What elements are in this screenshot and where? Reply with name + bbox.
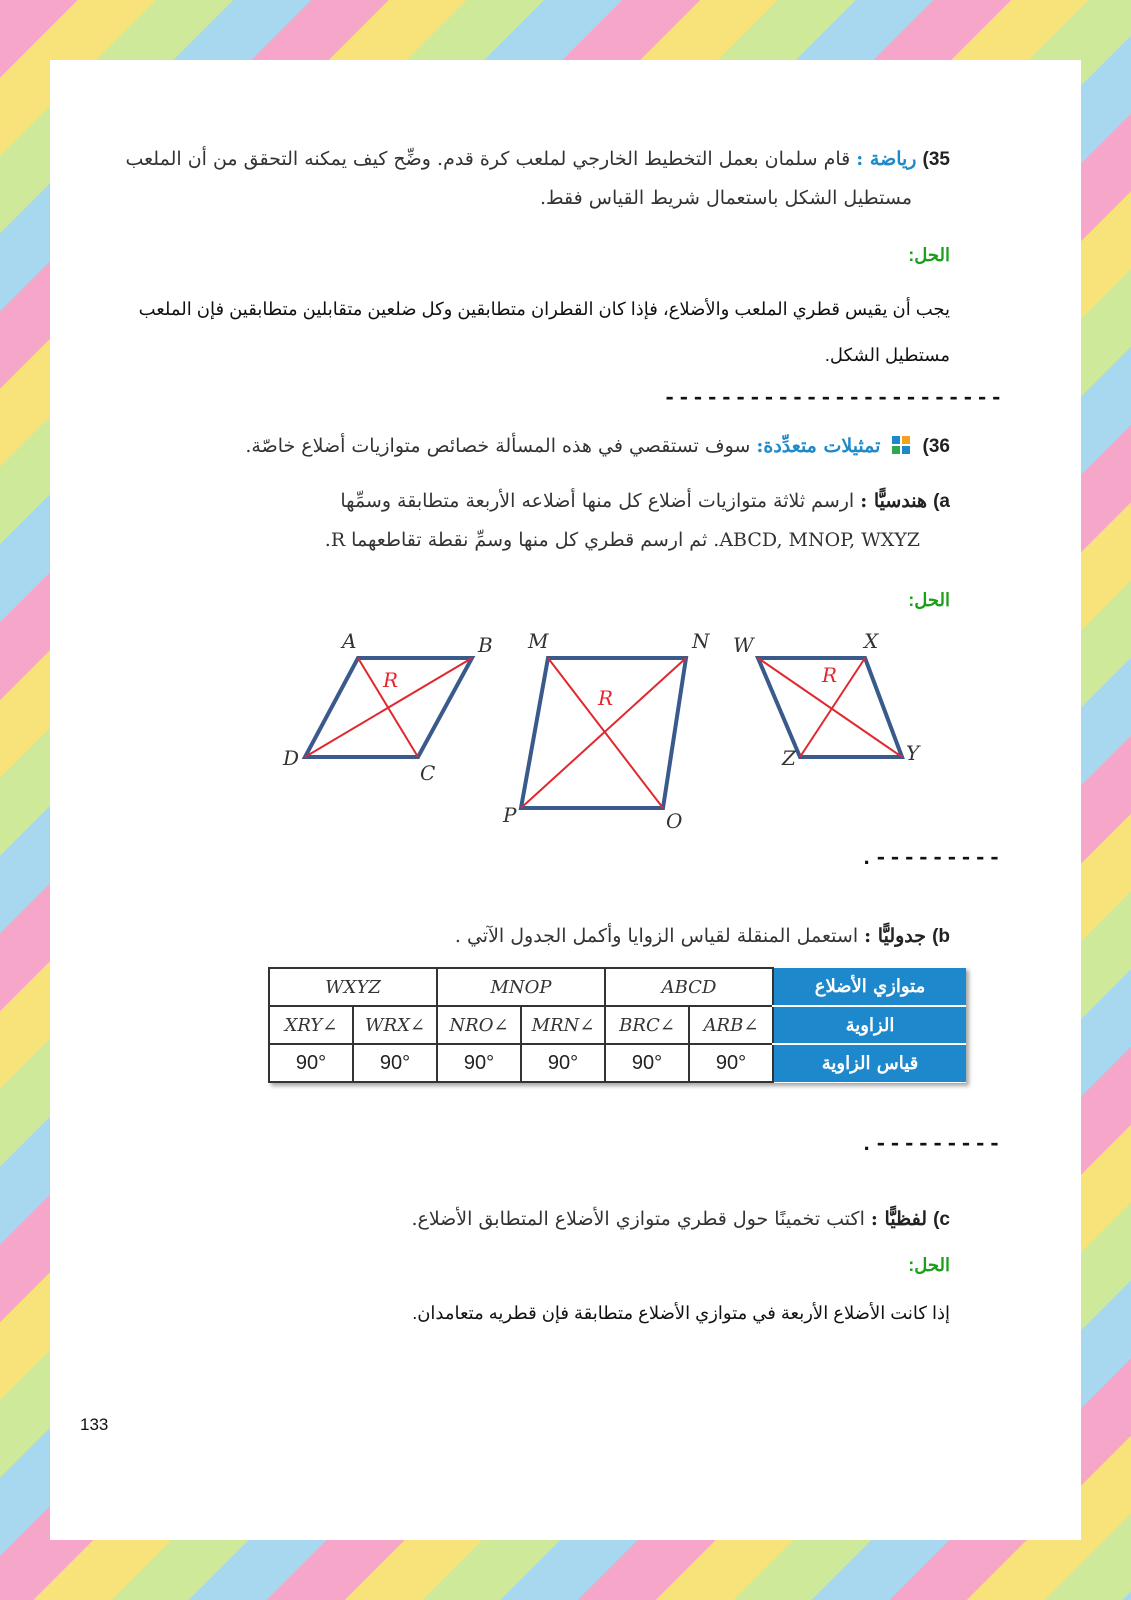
- question-35-line2: مستطيل الشكل باستعمال شريط القياس فقط.: [539, 187, 912, 209]
- rhombus-mnop: [502, 630, 711, 830]
- solution-text: يجب أن يقيس قطري الملعب والأضلاع، فإذا كان القطران متطابقين وكل ضلعين متقابلين متطابقين فإن الملعب مستطيل الشكل.: [138, 299, 950, 365]
- intersection-label: R: [598, 686, 614, 710]
- question-number: 36): [922, 436, 950, 457]
- measure-cell: 90°: [521, 1044, 605, 1082]
- vertex-label: P: [503, 803, 517, 827]
- solution-label: الحل:: [908, 1255, 950, 1275]
- measure-cell: 90°: [353, 1044, 437, 1082]
- angle-cell: ∠BRC: [605, 1006, 689, 1044]
- vertex-label: M: [528, 630, 549, 653]
- angle-measure-table: [268, 967, 966, 1083]
- question-text: قام سلمان بعمل التخطيط الخارجي لملعب كرة قدم. وضِّح كيف يمكنه التحقق من أن الملعب: [125, 148, 851, 170]
- rhombus-abcd: [282, 630, 493, 785]
- question-35: [85, 140, 950, 217]
- question-heading: رياضة :: [856, 148, 917, 170]
- page-number: 133: [80, 1415, 109, 1434]
- shape-cell: WXYZ: [269, 968, 437, 1006]
- separator: .---------: [860, 1132, 1003, 1157]
- vertex-label: D: [283, 746, 300, 770]
- table-row: [269, 968, 966, 1006]
- part-text: استعمل المنقلة لقياس الزوايا وأكمل الجدول الآتي .: [454, 925, 859, 947]
- part-letter: c): [933, 1209, 950, 1230]
- solution-label: الحل:: [908, 245, 950, 265]
- measure-cell: 90°: [689, 1044, 773, 1082]
- solution-text: إذا كانت الأضلاع الأربعة في متوازي الأضلاع متطابقة فإن قطريه متعامدان.: [412, 1303, 950, 1323]
- angle-cell: ∠MRN: [521, 1006, 605, 1044]
- angle-cell: ∠WRX: [353, 1006, 437, 1044]
- angle-cell: ∠XRY: [269, 1006, 353, 1044]
- vertex-label: Z: [782, 746, 796, 770]
- question-35-line1: [85, 140, 950, 179]
- solution-label: الحل:: [908, 590, 950, 610]
- vertex-label: C: [420, 761, 436, 785]
- part-letter: a): [933, 491, 950, 512]
- intersection-label: R: [383, 668, 399, 692]
- part-b: [85, 917, 950, 956]
- vertex-label: N: [692, 630, 710, 653]
- angle-cell: ∠NRO: [437, 1006, 521, 1044]
- shape-cell: ABCD: [605, 968, 773, 1006]
- part-c: [85, 1200, 950, 1239]
- question-number: 35): [922, 149, 950, 170]
- vertex-label: B: [478, 633, 493, 657]
- intersection-label: R: [822, 663, 838, 687]
- question-intro: سوف تستقصي في هذه المسألة خصائص متوازيات أضلاع خاصّة.: [245, 435, 751, 457]
- table-row: [269, 1044, 966, 1082]
- part-text: ارسم ثلاثة متوازيات أضلاع كل منها أضلاعه الأربعة متطابقة وسمِّها: [340, 490, 855, 512]
- rhombus-figures: [0, 630, 1131, 830]
- part-a-line2: ABCD, MNOP, WXYZ. ثم ارسم قطري كل منها وسمِّ نقطة تقاطعهما R.: [324, 529, 920, 551]
- question-heading: تمثيلات متعدِّدة:: [756, 435, 881, 457]
- part-heading: هندسيًّا :: [860, 490, 928, 512]
- vertex-label: Y: [906, 741, 920, 765]
- part-heading: لفظيًّا :: [870, 1208, 928, 1230]
- measure-cell: 90°: [437, 1044, 521, 1082]
- row-header: الزاوية: [773, 1006, 966, 1044]
- vertex-label: A: [342, 630, 357, 653]
- vertex-label: W: [733, 633, 754, 657]
- shape-cell: MNOP: [437, 968, 605, 1006]
- multiple-representations-icon: [890, 431, 912, 453]
- question-36: [85, 427, 950, 466]
- measure-cell: 90°: [605, 1044, 689, 1082]
- vertex-label: X: [864, 630, 879, 653]
- separator: .---------: [860, 846, 1003, 871]
- table-row: [269, 1006, 966, 1044]
- row-header: متوازي الأضلاع: [773, 968, 966, 1006]
- vertex-label: O: [666, 809, 683, 830]
- angle-cell: ∠ARB: [689, 1006, 773, 1044]
- measure-cell: 90°: [269, 1044, 353, 1082]
- part-a-line1: [85, 482, 950, 521]
- part-text: اكتب تخمينًا حول قطري متوازي الأضلاع المتطابق الأضلاع.: [411, 1208, 865, 1230]
- part-letter: b): [932, 926, 950, 947]
- separator: ------------------------: [663, 386, 1004, 411]
- part-a: [85, 482, 950, 559]
- part-heading: جدوليًّا :: [864, 925, 927, 947]
- row-header: قياس الزاوية: [773, 1044, 966, 1082]
- rhombus-wxyz: [733, 630, 921, 770]
